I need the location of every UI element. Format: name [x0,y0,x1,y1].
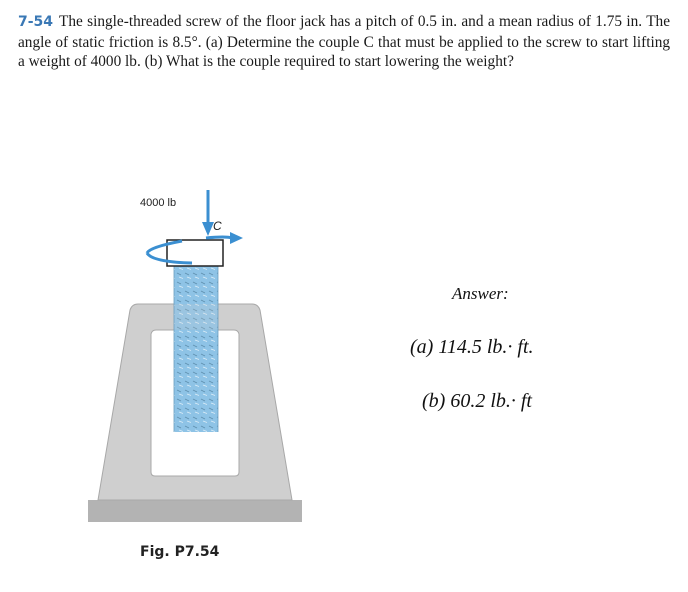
problem-text: The single-threaded screw of the floor jack has a pitch of 0.5 in. and a mean radius of 1.75 in. The angle of static friction is 8.5°. (a) Determine the couple C that must be applied to the screw to start lifting a weight of 4000 lb. (b) What is the couple required to start lowering the weight? [18,13,670,70]
answer-part-b: (b) 60.2 lb.· ft [422,390,532,412]
screw-shaft-inner [174,330,218,432]
figure-caption: Fig. P7.54 [140,544,220,560]
couple-arrowhead [230,232,243,244]
load-label: 4000 lb [140,197,177,209]
couple-arrow-front [206,237,232,238]
ground-base [88,500,302,522]
problem-number: 7-54 [18,14,54,30]
screw-shaft-lower [174,304,218,330]
screw-shaft-upper [174,266,218,304]
answer-part-a: (a) 114.5 lb.· ft. [410,336,534,358]
answer-header: Answer: [452,284,509,303]
couple-label: C [213,219,222,233]
